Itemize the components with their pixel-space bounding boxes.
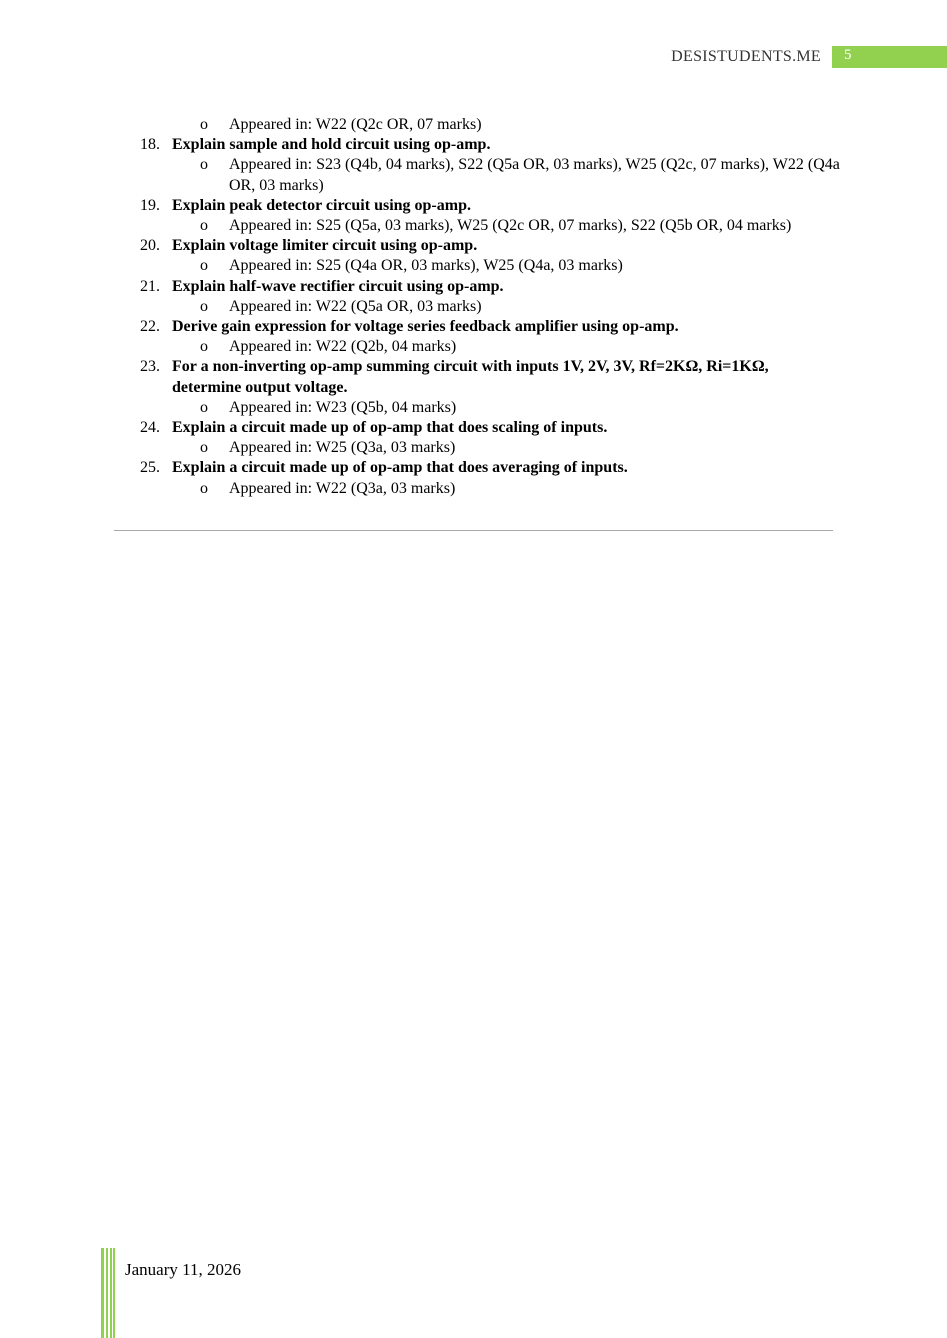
page-number-tab [832,46,947,68]
page-number: 5 [844,47,852,63]
appeared-in-text: Appeared in: W22 (Q2c OR, 07 marks) [229,116,482,133]
bullet-icon: o [200,116,208,133]
appeared-in-text: Appeared in: S25 (Q5a, 03 marks), W25 (Q2c OR, 07 marks), S22 (Q5b OR, 04 marks) [229,217,792,235]
question-text: For a non-inverting op-amp summing circuit with inputs 1V, 2V, 3V, Rf=2KΩ, Ri=1KΩ, determine output voltage. [172,358,769,396]
footer-accent-bars [101,1248,115,1338]
bullet-icon: o [200,297,208,315]
question-item [140,357,840,397]
appeared-in-item [140,256,840,276]
appeared-in-text: Appeared in: W25 (Q3a, 03 marks) [229,439,456,457]
bullet-icon: o [200,398,208,416]
bullet-icon: o [200,156,208,174]
question-number: 22. [140,318,160,336]
appeared-in-item [140,479,840,499]
question-text: Explain peak detector circuit using op-amp. [172,196,471,214]
question-number: 24. [140,419,160,437]
question-item [140,317,840,337]
question-number: 20. [140,237,160,255]
header-site-name: DESISTUDENTS.ME [671,48,821,65]
question-number: 23. [140,358,160,376]
appeared-in-item [140,337,840,357]
appeared-in-text: Appeared in: W23 (Q5b, 04 marks) [229,398,457,416]
appeared-in-item [140,297,840,317]
bullet-icon: o [200,338,208,356]
appeared-in-text: Appeared in: S25 (Q4a OR, 03 marks), W25 (Q4a, 03 marks) [229,257,623,275]
question-text: Explain half-wave rectifier circuit using op-amp. [172,277,504,295]
question-item [140,458,840,478]
question-number: 21. [140,277,160,295]
bullet-icon: o [200,217,208,235]
appeared-in-text: Appeared in: W22 (Q5a OR, 03 marks) [229,297,482,315]
section-divider [114,530,833,531]
appeared-in-item [140,155,840,195]
appeared-in-item [140,216,840,236]
question-text: Explain sample and hold circuit using op-amp. [172,136,491,154]
question-item [140,236,840,256]
question-item [140,418,840,438]
question-number: 19. [140,196,160,214]
bullet-icon: o [200,439,208,457]
footer-date: January 11, 2026 [125,1260,241,1279]
appeared-in-item [140,115,840,135]
question-item [140,277,840,297]
appeared-in-item [140,438,840,458]
question-list [140,115,840,499]
appeared-in-text: Appeared in: W22 (Q3a, 03 marks) [229,479,456,497]
question-number: 18. [140,136,160,154]
question-text: Explain a circuit made up of op-amp that does scaling of inputs. [172,419,608,437]
appeared-in-item [140,398,840,418]
question-item [140,135,840,155]
appeared-in-text: Appeared in: W22 (Q2b, 04 marks) [229,338,457,356]
appeared-in-text: Appeared in: S23 (Q4b, 04 marks), S22 (Q5a OR, 03 marks), W25 (Q2c, 07 marks), W22 (Q4a OR, 03 marks) [229,156,840,194]
bullet-icon: o [200,479,208,497]
question-number: 25. [140,459,160,477]
question-text: Explain a circuit made up of op-amp that does averaging of inputs. [172,459,628,477]
question-item [140,196,840,216]
question-text: Derive gain expression for voltage series feedback amplifier using op-amp. [172,318,679,336]
question-text: Explain voltage limiter circuit using op-amp. [172,237,478,255]
bullet-icon: o [200,257,208,275]
questions-container [140,135,840,499]
